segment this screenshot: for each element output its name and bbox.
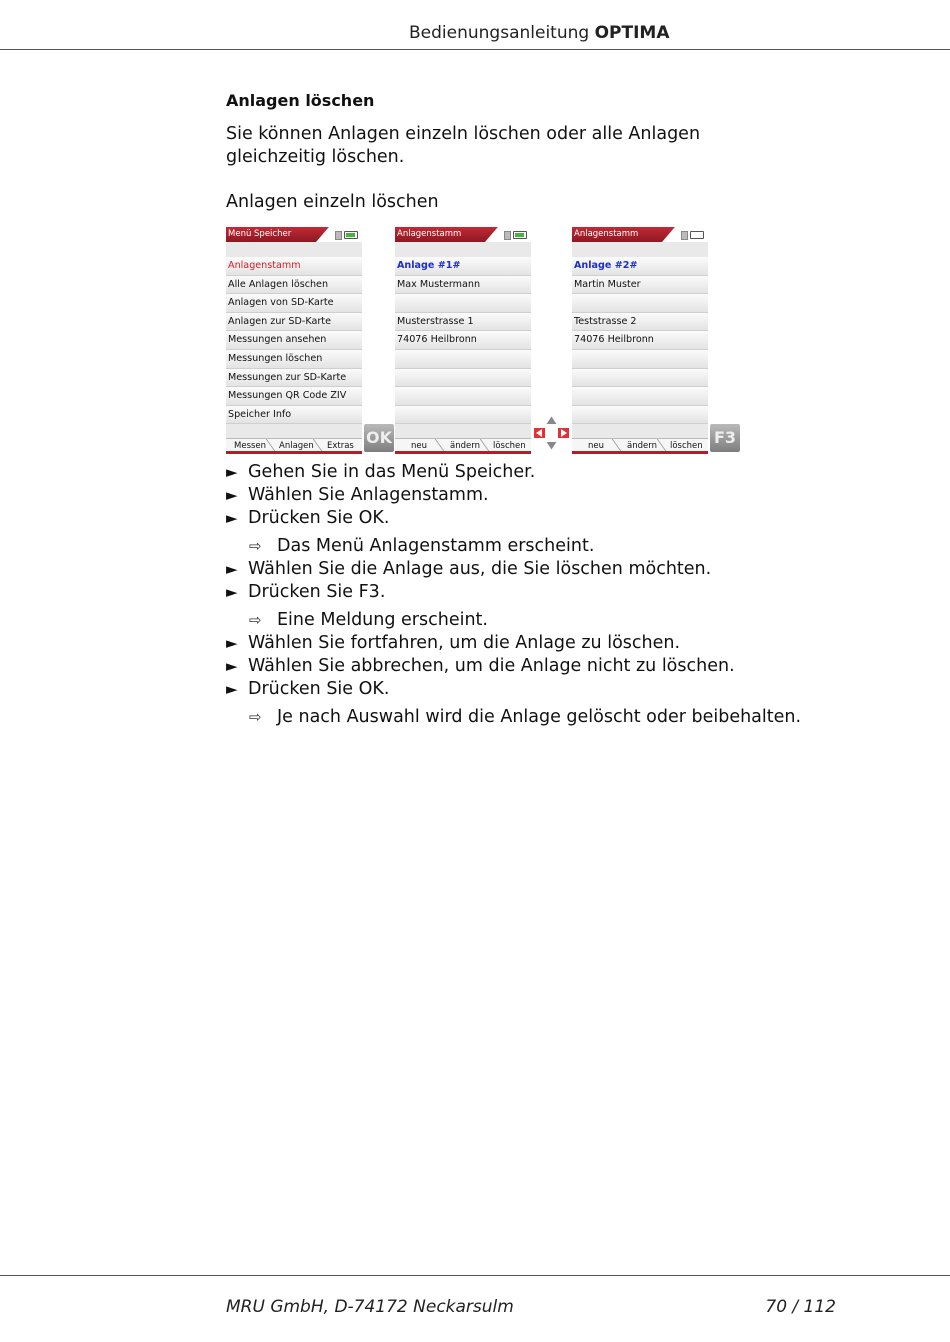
softkey-f3[interactable]: löschen: [493, 441, 526, 451]
menu-item[interactable]: Speicher Info: [226, 406, 362, 425]
record-field: [395, 294, 531, 313]
record-field[interactable]: Anlage #1#: [395, 257, 531, 276]
step-action: ► Drücken Sie OK.: [226, 679, 390, 699]
device-screen-menu-speicher: [226, 227, 362, 453]
triangle-bullet-icon: ►: [226, 657, 238, 675]
record-field: [572, 294, 708, 313]
softkey-separator: [612, 439, 621, 451]
triangle-bullet-icon: ►: [226, 634, 238, 652]
sd-card-icon: [681, 231, 688, 240]
step-action: ► Drücken Sie F3.: [226, 582, 386, 602]
step-result: ⇨ Das Menü Anlagenstamm erscheint.: [226, 530, 826, 558]
step-action: ► Gehen Sie in das Menü Speicher.: [226, 462, 536, 482]
step-result: ⇨ Eine Meldung erscheint.: [226, 604, 826, 632]
menu-item[interactable]: Messungen ansehen: [226, 331, 362, 350]
record-field: [395, 406, 531, 425]
device-screen-anlagenstamm-2: [572, 227, 708, 453]
record-field: [395, 387, 531, 406]
record-field: Max Mustermann: [395, 276, 531, 295]
menu-item[interactable]: Alle Anlagen löschen: [226, 276, 362, 295]
softkey-f1[interactable]: neu: [588, 441, 605, 451]
step-result: ⇨ Je nach Auswahl wird die Anlage gelöscht oder beibehalten.: [226, 701, 826, 729]
softkey-f3[interactable]: Extras: [327, 441, 354, 451]
softkey-separator: [480, 439, 489, 451]
menu-item[interactable]: Anlagen zur SD-Karte: [226, 313, 362, 332]
header-divider: [0, 49, 950, 50]
triangle-bullet-icon: ►: [226, 463, 238, 481]
page-header: [0, 22, 950, 50]
step-action: ► Wählen Sie die Anlage aus, die Sie löschen möchten.: [226, 559, 712, 579]
softkey-f2[interactable]: ändern: [450, 441, 480, 451]
screen-title-bar: Menü Speicher: [226, 227, 362, 242]
record-field: [572, 369, 708, 388]
menu-list: [226, 257, 362, 424]
record-field: [395, 369, 531, 388]
arrow-up-icon[interactable]: [546, 415, 557, 425]
battery-icon: [690, 231, 704, 239]
f3-button[interactable]: F3: [710, 424, 740, 452]
record-field: 74076 Heilbronn: [572, 331, 708, 350]
battery-icon: [344, 231, 358, 239]
softkey-separator: [313, 439, 322, 451]
softkey-bar: [395, 438, 531, 454]
device-screen-anlagenstamm-1: [395, 227, 531, 453]
softkey-f2[interactable]: ändern: [627, 441, 657, 451]
footer-divider: [0, 1275, 950, 1276]
record-field: [572, 406, 708, 425]
softkey-f3[interactable]: löschen: [670, 441, 703, 451]
sd-card-icon: [335, 231, 342, 240]
subheading: Anlagen einzeln löschen: [226, 192, 439, 212]
result-arrow-icon: ⇨: [249, 611, 262, 629]
battery-icon: [513, 231, 527, 239]
softkey-separator: [266, 439, 275, 451]
record-list: [395, 257, 531, 424]
record-field: [572, 387, 708, 406]
record-list: [572, 257, 708, 424]
intro-paragraph: Sie können Anlagen einzeln löschen oder alle Anlagen gleichzeitig löschen.: [226, 124, 701, 167]
step-action: ► Wählen Sie Anlagenstamm.: [226, 485, 489, 505]
record-field: 74076 Heilbronn: [395, 331, 531, 350]
arrow-down-icon[interactable]: [546, 441, 557, 451]
menu-item[interactable]: Messungen löschen: [226, 350, 362, 369]
header-title: Bedienungsanleitung OPTIMA: [409, 23, 670, 43]
triangle-bullet-icon: ►: [226, 583, 238, 601]
softkey-bar: [226, 438, 362, 454]
section-title: Anlagen löschen: [226, 91, 375, 110]
menu-item[interactable]: Anlagen von SD-Karte: [226, 294, 362, 313]
step-action: ► Wählen Sie abbrechen, um die Anlage nicht zu löschen.: [226, 656, 735, 676]
menu-item[interactable]: Anlagenstamm: [226, 257, 362, 276]
record-field: Musterstrasse 1: [395, 313, 531, 332]
ok-button[interactable]: OK: [364, 424, 394, 452]
menu-item[interactable]: Messungen zur SD-Karte: [226, 369, 362, 388]
triangle-bullet-icon: ►: [226, 560, 238, 578]
result-arrow-icon: ⇨: [249, 708, 262, 726]
arrow-right-icon[interactable]: [558, 428, 569, 438]
screen-title-bar: Anlagenstamm: [572, 227, 708, 242]
screen-title-bar: Anlagenstamm: [395, 227, 531, 242]
record-field: Teststrasse 2: [572, 313, 708, 332]
header-product: OPTIMA: [594, 23, 670, 43]
softkey-bar: [572, 438, 708, 454]
footer-company: MRU GmbH, D-74172 Neckarsulm: [226, 1297, 514, 1317]
softkey-f1[interactable]: neu: [411, 441, 428, 451]
direction-pad: [534, 415, 570, 453]
triangle-bullet-icon: ►: [226, 486, 238, 504]
triangle-bullet-icon: ►: [226, 509, 238, 527]
softkey-f1[interactable]: Messen: [234, 441, 267, 451]
triangle-bullet-icon: ►: [226, 680, 238, 698]
softkey-f2[interactable]: Anlagen: [279, 441, 314, 451]
step-action: ► Wählen Sie fortfahren, um die Anlage zu löschen.: [226, 633, 681, 653]
step-action: ► Drücken Sie OK.: [226, 508, 390, 528]
instruction-steps: [226, 461, 826, 729]
record-field: [395, 350, 531, 369]
record-field[interactable]: Anlage #2#: [572, 257, 708, 276]
result-arrow-icon: ⇨: [249, 537, 262, 555]
softkey-separator: [657, 439, 666, 451]
softkey-separator: [435, 439, 444, 451]
arrow-left-icon[interactable]: [534, 428, 545, 438]
record-field: Martin Muster: [572, 276, 708, 295]
record-field: [572, 350, 708, 369]
footer-page-number: 70 / 112: [765, 1297, 836, 1317]
menu-item[interactable]: Messungen QR Code ZIV: [226, 387, 362, 406]
sd-card-icon: [504, 231, 511, 240]
